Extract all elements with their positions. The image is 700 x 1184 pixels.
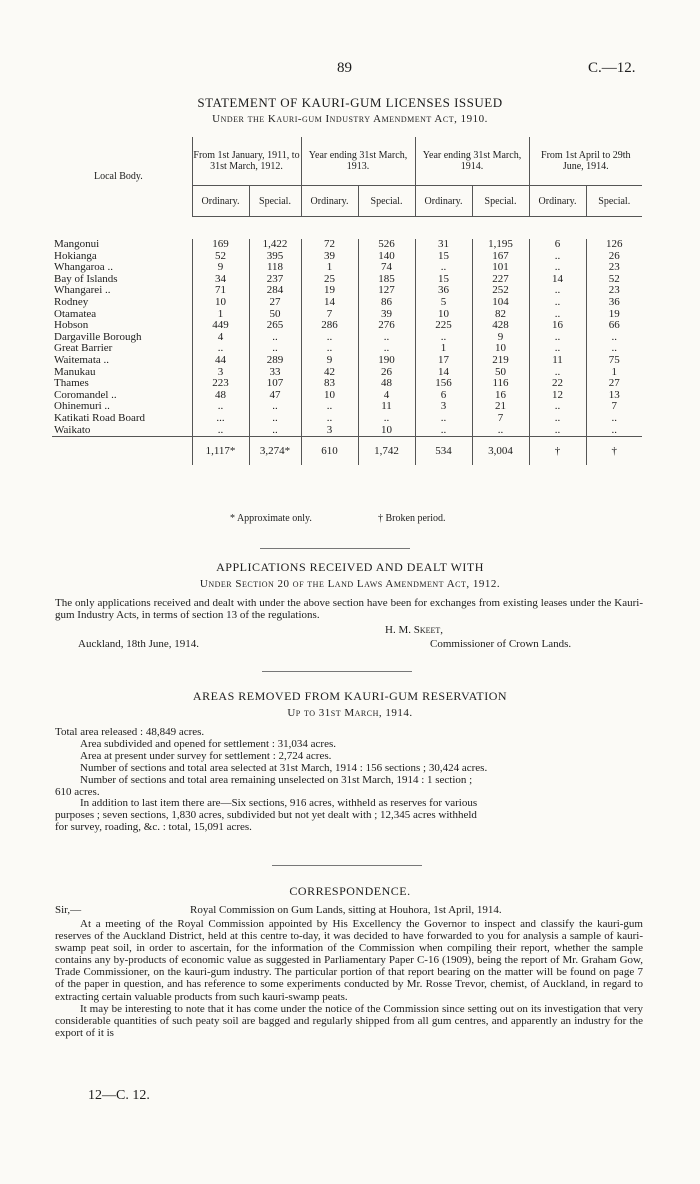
areas-lines bbox=[55, 727, 643, 834]
applications-subtitle: Under Section 20 of the Land Laws Amendment Act, 1912. bbox=[199, 578, 501, 590]
table-cell: 66 bbox=[586, 320, 642, 332]
table-cell: 7 bbox=[586, 401, 642, 413]
table-cell: 126 bbox=[586, 239, 642, 251]
footnote-broken: † Broken period. bbox=[378, 513, 446, 524]
period-header: Year ending 31st March, 1913. bbox=[301, 137, 415, 186]
table-cell: .. bbox=[529, 413, 586, 425]
signatory-name: H. M. Skeet, bbox=[385, 624, 444, 636]
local-body-name: Hobson bbox=[54, 319, 89, 332]
salutation: Sir,— bbox=[55, 904, 82, 916]
table-cell: 23 bbox=[586, 262, 642, 274]
table-cell: .. bbox=[301, 343, 358, 355]
table-cell: 14 bbox=[529, 274, 586, 286]
correspondence-paragraph: At a meeting of the Royal Commission appointed by His Excellency the Governor to inspect and classify the kauri-gum reserves of the Auckland District, held at this centre to-day, it was decided to have forwarded to you for analysis a sample of kauri-swamp peat soil, in order to ascertain, for the information of the Commission when compiling their report, whether the sample contains any by-products of economic value as suggested in Parliamentary Paper C-16 (1909), being the report of Mr. Graham Gow, Trade Commissioner, on the kauri-gum industry. The particular portion of that report bearing on the matter will be found on page 7 of the paper in question, and has reference to some experiments conducted by Mr. Rosse Trevor, chemist, of Auckland, in regard to extracting certain valuable products from such kauri-swamp peats. bbox=[55, 918, 643, 1003]
table-cell: 23 bbox=[586, 285, 642, 297]
table-cell: 3 bbox=[301, 425, 358, 437]
total-cell: 3,274* bbox=[249, 437, 301, 466]
table-cell: 10 bbox=[415, 309, 472, 321]
table-cell: 16 bbox=[472, 390, 529, 402]
signatory-title: Commissioner of Crown Lands. bbox=[430, 638, 572, 650]
table-cell: 82 bbox=[472, 309, 529, 321]
total-cell: 534 bbox=[415, 437, 472, 466]
table-cell: .. bbox=[586, 413, 642, 425]
table-cell: 39 bbox=[358, 309, 415, 321]
table-cell: 47 bbox=[249, 390, 301, 402]
areas-title: AREAS REMOVED FROM KAURI-GUM RESERVATION bbox=[192, 689, 508, 703]
area-line: for survey, roading, &c. : total, 15,091 acres. bbox=[55, 821, 252, 834]
applications-title: APPLICATIONS RECEIVED AND DEALT WITH bbox=[216, 560, 484, 574]
table-row bbox=[52, 251, 642, 263]
table-cell: 16 bbox=[529, 320, 586, 332]
table-cell: 27 bbox=[249, 297, 301, 309]
local-body-name: Ohinemuri .. bbox=[54, 400, 110, 413]
divider bbox=[260, 548, 410, 549]
table-cell: 185 bbox=[358, 274, 415, 286]
table-row bbox=[52, 285, 642, 297]
table-cell: 9 bbox=[301, 355, 358, 367]
table-cell: 1 bbox=[586, 367, 642, 379]
local-body-name: Hokianga bbox=[54, 249, 97, 262]
table-cell: .. bbox=[192, 425, 249, 437]
table-cell: .. bbox=[529, 309, 586, 321]
table-row bbox=[52, 297, 642, 309]
special-header: Special. bbox=[358, 186, 415, 217]
local-body-name: Waikato bbox=[54, 423, 91, 436]
licenses-table bbox=[52, 137, 642, 465]
table-cell: 26 bbox=[358, 367, 415, 379]
table-cell: 10 bbox=[472, 343, 529, 355]
period-header: Year ending 31st March, 1914. bbox=[415, 137, 529, 186]
table-cell: 7 bbox=[472, 413, 529, 425]
table-cell: 284 bbox=[249, 285, 301, 297]
table-cell: .. bbox=[301, 413, 358, 425]
local-body-header: Local Body. bbox=[94, 171, 143, 183]
total-cell: † bbox=[529, 437, 586, 466]
special-header: Special. bbox=[472, 186, 529, 217]
table-cell: 12 bbox=[529, 390, 586, 402]
table-cell: 4 bbox=[192, 332, 249, 344]
table-cell: 223 bbox=[192, 378, 249, 390]
table-cell: 17 bbox=[415, 355, 472, 367]
area-line: 610 acres. bbox=[55, 785, 100, 798]
page-number: 89 bbox=[337, 60, 352, 76]
table-cell: .. bbox=[415, 413, 472, 425]
table-row bbox=[52, 390, 642, 402]
table-cell: 86 bbox=[358, 297, 415, 309]
table-cell: 9 bbox=[472, 332, 529, 344]
table-cell: .. bbox=[192, 343, 249, 355]
table-cell: .. bbox=[415, 332, 472, 344]
table-cell: .. bbox=[529, 425, 586, 437]
period-header: From 1st April to 29th June, 1914. bbox=[529, 137, 642, 186]
table-cell: .. bbox=[358, 332, 415, 344]
letter-place-date: Royal Commission on Gum Lands, sitting at Houhora, 1st April, 1914. bbox=[190, 904, 502, 916]
table-cell: .. bbox=[249, 413, 301, 425]
table-cell: 10 bbox=[192, 297, 249, 309]
table-cell: 1 bbox=[192, 309, 249, 321]
table-cell: 11 bbox=[358, 401, 415, 413]
table-cell: 219 bbox=[472, 355, 529, 367]
table-cell: 276 bbox=[358, 320, 415, 332]
table-cell: 449 bbox=[192, 320, 249, 332]
table-cell: 22 bbox=[529, 378, 586, 390]
table-cell: 75 bbox=[586, 355, 642, 367]
table-cell: 83 bbox=[301, 378, 358, 390]
table-cell: .. bbox=[529, 401, 586, 413]
table-row bbox=[52, 320, 642, 332]
table-cell: .. bbox=[472, 425, 529, 437]
total-cell: 1,117* bbox=[192, 437, 249, 466]
table-cell: .. bbox=[358, 343, 415, 355]
table-cell: 11 bbox=[529, 355, 586, 367]
table-cell: 252 bbox=[472, 285, 529, 297]
table-cell: 3 bbox=[415, 401, 472, 413]
table-row bbox=[52, 239, 642, 251]
table-cell: .. bbox=[249, 332, 301, 344]
table-cell: 34 bbox=[192, 274, 249, 286]
ordinary-header: Ordinary. bbox=[529, 186, 586, 217]
total-cell: 3,004 bbox=[472, 437, 529, 466]
local-body-name: Great Barrier bbox=[54, 342, 113, 355]
table-cell: 72 bbox=[301, 239, 358, 251]
footnote-approximate: * Approximate only. bbox=[230, 513, 312, 524]
totals-row bbox=[52, 437, 642, 466]
special-header: Special. bbox=[586, 186, 642, 217]
table-cell: 265 bbox=[249, 320, 301, 332]
table-cell: .. bbox=[301, 401, 358, 413]
table-cell: 225 bbox=[415, 320, 472, 332]
table-cell: 286 bbox=[301, 320, 358, 332]
table-cell: 14 bbox=[415, 367, 472, 379]
table-cell: .. bbox=[529, 332, 586, 344]
total-cell: 610 bbox=[301, 437, 358, 466]
correspondence-body bbox=[55, 918, 643, 1039]
areas-subtitle: Up to 31st March, 1914. bbox=[287, 707, 413, 719]
table-cell: 52 bbox=[586, 274, 642, 286]
table-cell: 44 bbox=[192, 355, 249, 367]
table-cell: 42 bbox=[301, 367, 358, 379]
signature-mark: 12—C. 12. bbox=[88, 1088, 150, 1103]
period-header: From 1st January, 1911, to 31st March, 1912. bbox=[192, 137, 301, 186]
local-body-name: Waitemata .. bbox=[54, 353, 110, 366]
table-cell: 15 bbox=[415, 274, 472, 286]
table-cell: 289 bbox=[249, 355, 301, 367]
table-cell: .. bbox=[301, 332, 358, 344]
local-body-name: Thames bbox=[54, 377, 89, 390]
table-cell: .. bbox=[529, 251, 586, 263]
table-row bbox=[52, 425, 642, 437]
table-row bbox=[52, 274, 642, 286]
table-cell: 104 bbox=[472, 297, 529, 309]
paper-reference: C.—12. bbox=[588, 60, 636, 76]
table-cell: 71 bbox=[192, 285, 249, 297]
table-row bbox=[52, 332, 642, 344]
applications-body: The only applications received and dealt with under the above section have been for exchanges from existing leases under the Kauri-gum Industry Acts, in terms of section 13 of the regulations. bbox=[55, 597, 643, 622]
table-cell: 6 bbox=[529, 239, 586, 251]
statement-subtitle: Under the Kauri-gum Industry Amendment Act, 1910. bbox=[212, 113, 488, 125]
table-cell: 6 bbox=[415, 390, 472, 402]
area-line: Number of sections and total area selected at 31st March, 1914 : 156 sections ; 30,424 acres. bbox=[80, 761, 488, 774]
divider bbox=[262, 671, 412, 672]
table-cell: 1,422 bbox=[249, 239, 301, 251]
table-cell: 237 bbox=[249, 274, 301, 286]
special-header: Special. bbox=[249, 186, 301, 217]
table-cell: 107 bbox=[249, 378, 301, 390]
table-row bbox=[52, 413, 642, 425]
table-cell: 36 bbox=[586, 297, 642, 309]
table-cell: .. bbox=[358, 413, 415, 425]
table-cell: 19 bbox=[301, 285, 358, 297]
table-cell: .. bbox=[529, 367, 586, 379]
local-body-name: Otamatea bbox=[54, 307, 97, 320]
table-cell: 1 bbox=[301, 262, 358, 274]
table-cell: .. bbox=[529, 262, 586, 274]
table-cell: .. bbox=[586, 343, 642, 355]
table-cell: 227 bbox=[472, 274, 529, 286]
local-body-name: Whangarei .. bbox=[54, 284, 111, 297]
table-cell: 3 bbox=[192, 367, 249, 379]
table-cell: 33 bbox=[249, 367, 301, 379]
table-cell: 19 bbox=[586, 309, 642, 321]
table-cell: 36 bbox=[415, 285, 472, 297]
ordinary-header: Ordinary. bbox=[192, 186, 249, 217]
table-cell: ... bbox=[192, 413, 249, 425]
area-line: purposes ; seven sections, 1,830 acres, subdivided but not yet dealt with ; 12,345 acres withheld bbox=[55, 809, 477, 822]
table-cell: 48 bbox=[192, 390, 249, 402]
area-line: Number of sections and total area remaining unselected on 31st March, 1914 : 1 section ; bbox=[80, 773, 473, 786]
table-cell: 118 bbox=[249, 262, 301, 274]
table-cell: 31 bbox=[415, 239, 472, 251]
area-line: Area subdivided and opened for settlement : 31,034 acres. bbox=[80, 737, 336, 750]
table-cell: 7 bbox=[301, 309, 358, 321]
table-cell: 26 bbox=[586, 251, 642, 263]
table-cell: 101 bbox=[472, 262, 529, 274]
local-body-name: Rodney bbox=[54, 295, 89, 308]
correspondence-paragraph: It may be interesting to note that it has come under the notice of the Commission since setting out on its investigation that very considerable quantities of such peaty soil are bagged and regularly shipped from all gum centres, and apparently an industry for the export of it is bbox=[55, 1002, 643, 1039]
table-cell: 4 bbox=[358, 390, 415, 402]
table-cell: 74 bbox=[358, 262, 415, 274]
table-row bbox=[52, 378, 642, 390]
table-cell: 25 bbox=[301, 274, 358, 286]
correspondence-title: CORRESPONDENCE. bbox=[289, 884, 411, 898]
statement-title: STATEMENT OF KAURI-GUM LICENSES ISSUED bbox=[197, 95, 503, 110]
local-body-name: Bay of Islands bbox=[54, 272, 118, 285]
divider bbox=[272, 865, 422, 866]
table-cell: 127 bbox=[358, 285, 415, 297]
area-line: Total area released : 48,849 acres. bbox=[55, 726, 205, 738]
table-cell: .. bbox=[249, 343, 301, 355]
table-cell: 169 bbox=[192, 239, 249, 251]
table-cell: .. bbox=[586, 332, 642, 344]
table-cell: 52 bbox=[192, 251, 249, 263]
table-cell: .. bbox=[249, 425, 301, 437]
place-date: Auckland, 18th June, 1914. bbox=[78, 638, 199, 650]
table-cell: .. bbox=[249, 401, 301, 413]
ordinary-header: Ordinary. bbox=[301, 186, 358, 217]
table-cell: 395 bbox=[249, 251, 301, 263]
table-cell: 190 bbox=[358, 355, 415, 367]
table-cell: 15 bbox=[415, 251, 472, 263]
table-cell: 156 bbox=[415, 378, 472, 390]
table-cell: .. bbox=[415, 262, 472, 274]
table-cell: 167 bbox=[472, 251, 529, 263]
table-cell: 10 bbox=[358, 425, 415, 437]
table-cell: 526 bbox=[358, 239, 415, 251]
table-cell: .. bbox=[529, 343, 586, 355]
table-cell: 140 bbox=[358, 251, 415, 263]
table-cell: 116 bbox=[472, 378, 529, 390]
table-cell: 13 bbox=[586, 390, 642, 402]
table-cell: 48 bbox=[358, 378, 415, 390]
table-cell: 39 bbox=[301, 251, 358, 263]
table-cell: .. bbox=[192, 401, 249, 413]
table-cell: 1,195 bbox=[472, 239, 529, 251]
table-cell: .. bbox=[586, 425, 642, 437]
local-body-name: Manukau bbox=[54, 365, 96, 378]
table-cell: 10 bbox=[301, 390, 358, 402]
total-cell: † bbox=[586, 437, 642, 466]
table-cell: 5 bbox=[415, 297, 472, 309]
area-line: In addition to last item there are—Six sections, 916 acres, withheld as reserves for various bbox=[80, 797, 478, 810]
table-row bbox=[52, 355, 642, 367]
table-cell: 50 bbox=[249, 309, 301, 321]
table-cell: 1 bbox=[415, 343, 472, 355]
ordinary-header: Ordinary. bbox=[415, 186, 472, 217]
table-cell: .. bbox=[415, 425, 472, 437]
table-cell: 428 bbox=[472, 320, 529, 332]
table-cell: 9 bbox=[192, 262, 249, 274]
local-body-name: Whangaroa .. bbox=[54, 261, 113, 274]
table-cell: .. bbox=[529, 285, 586, 297]
local-body-name: Dargaville Borough bbox=[54, 330, 142, 343]
area-line: Area at present under survey for settlement : 2,724 acres. bbox=[80, 749, 332, 762]
table-cell: 14 bbox=[301, 297, 358, 309]
local-body-name: Mangonui bbox=[54, 238, 100, 250]
total-cell: 1,742 bbox=[358, 437, 415, 466]
local-body-name: Coromandel .. bbox=[54, 388, 117, 401]
table-cell: 27 bbox=[586, 378, 642, 390]
table-cell: 50 bbox=[472, 367, 529, 379]
table-cell: .. bbox=[529, 297, 586, 309]
table-cell: 21 bbox=[472, 401, 529, 413]
local-body-name: Katikati Road Board bbox=[54, 411, 146, 424]
